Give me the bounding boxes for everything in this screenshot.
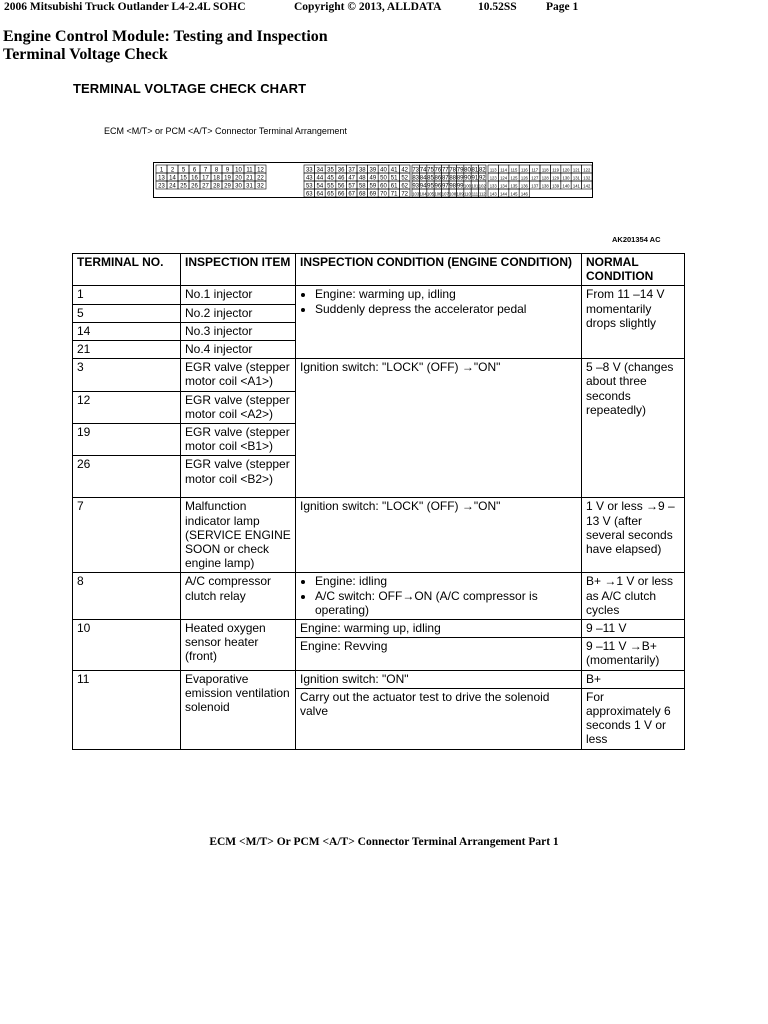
connector-pin-number: 88 (449, 175, 457, 182)
connector-pin-number: 41 (390, 167, 398, 174)
table-row (73, 286, 685, 304)
terminal-cell: 21 (73, 341, 181, 359)
connector-pin-number: 21 (246, 175, 253, 182)
connector-pin-number: 62 (401, 183, 409, 190)
condition-cell: Carry out the actuator test to drive the solenoid valve (296, 688, 582, 749)
document-title: Engine Control Module: Testing and Inspection (3, 28, 328, 45)
condition-cell: Ignition switch: "LOCK" (OFF) →"ON" (296, 359, 582, 498)
connector-pin-number: 95 (427, 183, 434, 190)
connector-pin-number: 78 (449, 167, 457, 174)
connector-pin-number: 7 (203, 167, 208, 174)
figure-caption: ECM <M/T> Or PCM <A/T> Connector Terminal Arrangement Part 1 (209, 836, 559, 848)
item-cell: Heated oxygen sensor heater (front) (181, 620, 296, 671)
connector-pin-number: 19 (224, 175, 231, 182)
table-row (73, 498, 685, 573)
connector-pin-number: 90 (464, 175, 471, 182)
vehicle-info: 2006 Mitsubishi Truck Outlander L4-2.4L SOHC (4, 1, 246, 13)
connector-pin-number: 72 (401, 191, 409, 198)
condition-cell: Engine: Revving (296, 638, 582, 670)
connector-pin-number: 24 (169, 183, 176, 190)
connector-pin-number: 61 (390, 183, 398, 190)
connector-pin-number: 98 (449, 183, 457, 190)
connector-pin-number: 105 (427, 191, 434, 197)
page-header (4, 0, 764, 14)
connector-pin-number: 23 (158, 183, 165, 190)
connector-pin-number: 138 (541, 183, 549, 189)
connector-pin-number: 37 (348, 167, 356, 174)
connector-pin-number: 53 (305, 183, 313, 190)
connector-pin-number: 84 (419, 175, 427, 182)
connector-pin-number: 74 (419, 167, 427, 174)
connector-pin-number: 112 (478, 191, 486, 197)
connector-pin-number: 65 (327, 191, 334, 198)
connector-pin-number: 93 (412, 183, 420, 190)
connector-pin-number: 57 (348, 183, 356, 190)
connector-pin-number: 83 (412, 175, 420, 182)
connector-pin-number: 113 (489, 167, 497, 173)
connector-pin-number: 12 (257, 167, 264, 174)
connector-pin-number: 108 (449, 191, 457, 197)
connector-pin-number: 146 (520, 191, 528, 197)
connector-pin-number: 35 (327, 167, 334, 174)
connector-pin-number: 32 (257, 183, 264, 190)
connector-pin-number: 76 (434, 167, 442, 174)
connector-pin-number: 127 (531, 175, 539, 181)
connector-pin-number: 60 (380, 183, 387, 190)
connector-pin-number: 104 (419, 191, 427, 197)
table-row (73, 670, 685, 688)
connector-pin-number: 89 (456, 175, 464, 182)
connector-pin-number: 59 (369, 183, 377, 190)
connector-pin-number: 50 (380, 175, 387, 182)
connector-pin-number: 44 (316, 175, 324, 182)
connector-pin-number: 79 (456, 167, 464, 174)
terminal-cell: 12 (73, 391, 181, 423)
terminal-cell: 5 (73, 304, 181, 322)
connector-pin-number: 119 (552, 167, 559, 173)
connector-pins-svg (154, 163, 594, 199)
connector-pin-number: 85 (427, 175, 434, 182)
connector-pin-number: 144 (500, 191, 508, 197)
connector-pin-number: 27 (202, 183, 209, 190)
connector-pin-number: 110 (464, 191, 471, 197)
terminal-cell: 3 (73, 359, 181, 391)
item-cell: Malfunction indicator lamp (SERVICE ENGINE SOON or check engine lamp) (181, 498, 296, 573)
list-item: • A/C switch: OFF→ON (A/C compressor is operating) (315, 589, 578, 617)
connector-pin-number: 51 (390, 175, 398, 182)
item-cell: No.3 injector (181, 322, 296, 340)
connector-pin-number: 97 (441, 183, 449, 190)
item-cell: No.2 injector (181, 304, 296, 322)
connector-pin-number: 43 (305, 175, 313, 182)
connector-pin-number: 123 (489, 175, 497, 181)
normal-cell: For approximately 6 seconds 1 V or less (582, 688, 685, 749)
item-cell: EGR valve (stepper motor coil <A2>) (181, 391, 296, 423)
connector-pin-number: 49 (369, 175, 377, 182)
connector-pin-number: 115 (510, 167, 518, 173)
item-cell: A/C compressor clutch relay (181, 573, 296, 620)
condition-list (300, 287, 578, 315)
connector-pin-number: 45 (327, 175, 334, 182)
header-terminal: TERMINAL NO. (73, 254, 181, 286)
connector-pin-number: 55 (327, 183, 334, 190)
connector-pin-number: 29 (224, 183, 231, 190)
connector-pin-number: 58 (358, 183, 366, 190)
item-cell: EGR valve (stepper motor coil <B2>) (181, 456, 296, 498)
connector-pin-number: 28 (213, 183, 220, 190)
normal-cell: 5 –8 V (changes about three seconds repeatedly) (582, 359, 685, 498)
connector-pin-number: 145 (510, 191, 518, 197)
version: 10.52SS (478, 1, 517, 13)
connector-pin-number: 71 (390, 191, 398, 198)
connector-pin-number: 102 (478, 183, 486, 189)
connector-pin-number: 75 (427, 167, 434, 174)
condition-cell: Ignition switch: "ON" (296, 670, 582, 688)
connector-pin-number: 87 (441, 175, 449, 182)
connector-pin-number: 26 (191, 183, 198, 190)
connector-pin-number: 126 (520, 175, 528, 181)
page-number: Page 1 (546, 1, 579, 13)
header-condition: INSPECTION CONDITION (ENGINE CONDITION) (296, 254, 582, 286)
item-cell: EGR valve (stepper motor coil <B1>) (181, 424, 296, 456)
item-cell: EGR valve (stepper motor coil <A1>) (181, 359, 296, 391)
connector-pin-number: 136 (520, 183, 528, 189)
connector-pin-number: 109 (456, 191, 464, 197)
list-item: • Suddenly depress the accelerator pedal (315, 302, 578, 316)
condition-cell: Ignition switch: "LOCK" (OFF) →"ON" (296, 498, 582, 573)
connector-pin-number: 121 (572, 167, 580, 173)
connector-pin-number: 111 (471, 191, 479, 197)
document-subtitle: Terminal Voltage Check (3, 46, 168, 63)
connector-pin-number: 22 (257, 175, 264, 182)
connector-pin-number: 100 (464, 183, 471, 189)
connector-pin-number: 133 (489, 183, 497, 189)
connector-pin-number: 120 (562, 167, 570, 173)
connector-pin-number: 34 (316, 167, 324, 174)
condition-cell: Engine: warming up, idling (296, 620, 582, 638)
connector-pin-number: 101 (471, 183, 479, 189)
header-normal: NORMAL CONDITION (582, 254, 685, 286)
connector-pin-number: 13 (158, 175, 165, 182)
connector-pin-number: 135 (510, 183, 518, 189)
connector-pin-number: 103 (412, 191, 420, 197)
connector-pin-number: 31 (246, 183, 253, 190)
connector-pin-number: 129 (552, 175, 560, 181)
connector-pin-number: 117 (531, 167, 539, 173)
connector-pin-number: 15 (180, 175, 187, 182)
connector-pin-number: 99 (456, 183, 464, 190)
normal-cell: 9 –11 V →B+ (momentarily) (582, 638, 685, 670)
connector-pin-number: 81 (471, 167, 479, 174)
connector-pin-number: 73 (412, 167, 420, 174)
terminal-cell: 7 (73, 498, 181, 573)
connector-pin-number: 16 (191, 175, 198, 182)
connector-pin-number: 1 (159, 167, 164, 174)
connector-pin-number: 124 (500, 175, 508, 181)
connector-pin-number: 77 (441, 167, 449, 174)
connector-pin-number: 42 (401, 167, 409, 174)
connector-pin-number: 69 (369, 191, 377, 198)
terminal-cell: 10 (73, 620, 181, 671)
connector-pin-number: 48 (358, 175, 366, 182)
document-title-block (3, 28, 328, 64)
connector-pin-number: 91 (471, 175, 479, 182)
condition-cell (296, 573, 582, 620)
connector-pin-number: 10 (235, 167, 242, 174)
connector-pin-number: 56 (337, 183, 345, 190)
connector-pin-number: 39 (369, 167, 377, 174)
item-cell: Evaporative emission ventilation solenoid (181, 670, 296, 749)
terminal-voltage-table (72, 253, 685, 750)
connector-pin-number: 132 (583, 175, 591, 181)
connector-pin-number: 5 (181, 167, 186, 174)
connector-pin-number: 128 (541, 175, 549, 181)
connector-diagram (153, 162, 593, 198)
connector-pin-number: 80 (464, 167, 471, 174)
connector-pin-number: 107 (441, 191, 449, 197)
connector-pin-number: 25 (180, 183, 187, 190)
connector-pin-number: 38 (358, 167, 366, 174)
connector-label: ECM <M/T> or PCM <A/T> Connector Terminal Arrangement (104, 126, 347, 136)
connector-pin-number: 63 (305, 191, 313, 198)
terminal-cell: 26 (73, 456, 181, 498)
connector-pin-number: 11 (246, 167, 253, 174)
figure-code: AK201354 AC (612, 235, 661, 244)
connector-pin-number: 125 (510, 175, 518, 181)
connector-pin-number: 92 (478, 175, 486, 182)
connector-pin-number: 64 (316, 191, 324, 198)
connector-pin-number: 33 (305, 167, 313, 174)
connector-pin-number: 96 (434, 183, 442, 190)
connector-pin-number: 143 (489, 191, 497, 197)
table-row (73, 359, 685, 391)
condition-cell (296, 286, 582, 359)
connector-pin-number: 131 (572, 175, 580, 181)
connector-pin-number: 141 (572, 183, 580, 189)
connector-pin-number: 70 (380, 191, 387, 198)
terminal-cell: 14 (73, 322, 181, 340)
terminal-cell: 8 (73, 573, 181, 620)
connector-pin-number: 139 (552, 183, 560, 189)
connector-pin-number: 67 (348, 191, 356, 198)
connector-pin-number: 140 (562, 183, 570, 189)
condition-list (300, 574, 578, 617)
connector-pin-number: 137 (531, 183, 539, 189)
header-item: INSPECTION ITEM (181, 254, 296, 286)
connector-pin-number: 17 (202, 175, 209, 182)
list-item: • Engine: warming up, idling (315, 287, 578, 301)
normal-cell: From 11 –14 V momentarily drops slightly (582, 286, 685, 359)
connector-pin-number: 46 (337, 175, 345, 182)
chart-title: TERMINAL VOLTAGE CHECK CHART (73, 81, 307, 96)
connector-pin-number: 116 (521, 167, 528, 173)
connector-pin-number: 9 (225, 167, 230, 174)
connector-pin-number: 30 (235, 183, 242, 190)
connector-pin-number: 118 (541, 167, 549, 173)
connector-pin-number: 86 (434, 175, 442, 182)
table-row (73, 620, 685, 638)
connector-pin-number: 54 (316, 183, 324, 190)
connector-pin-number: 122 (583, 167, 591, 173)
connector-pin-number: 134 (500, 183, 508, 189)
connector-pin-number: 82 (478, 167, 486, 174)
connector-pin-number: 66 (337, 191, 345, 198)
normal-cell: B+ →1 V or less as A/C clutch cycles (582, 573, 685, 620)
terminal-cell: 1 (73, 286, 181, 304)
list-item: • Engine: idling (315, 574, 578, 588)
connector-pin-number: 52 (401, 175, 409, 182)
connector-pin-number: 8 (214, 167, 219, 174)
normal-cell: B+ (582, 670, 685, 688)
connector-pin-number: 114 (500, 167, 507, 173)
connector-pin-number: 14 (169, 175, 176, 182)
connector-pin-number: 40 (380, 167, 387, 174)
terminal-cell: 19 (73, 424, 181, 456)
copyright: Copyright © 2013, ALLDATA (294, 1, 442, 13)
item-cell: No.1 injector (181, 286, 296, 304)
connector-pin-number: 18 (213, 175, 220, 182)
connector-pin-number: 94 (419, 183, 427, 190)
item-cell: No.4 injector (181, 341, 296, 359)
terminal-cell: 11 (73, 670, 181, 749)
normal-cell: 1 V or less →9 –13 V (after several seconds have elapsed) (582, 498, 685, 573)
table-row (73, 573, 685, 620)
normal-cell: 9 –11 V (582, 620, 685, 638)
connector-pin-number: 47 (348, 175, 356, 182)
connector-pin-number: 2 (170, 167, 175, 174)
connector-pin-number: 106 (434, 191, 442, 197)
table-header-row (73, 254, 685, 286)
connector-pin-number: 68 (358, 191, 366, 198)
connector-pin-number: 142 (583, 183, 591, 189)
connector-pin-number: 36 (337, 167, 345, 174)
connector-pin-number: 20 (235, 175, 242, 182)
connector-pin-number: 6 (192, 167, 197, 174)
connector-pin-number: 130 (562, 175, 570, 181)
